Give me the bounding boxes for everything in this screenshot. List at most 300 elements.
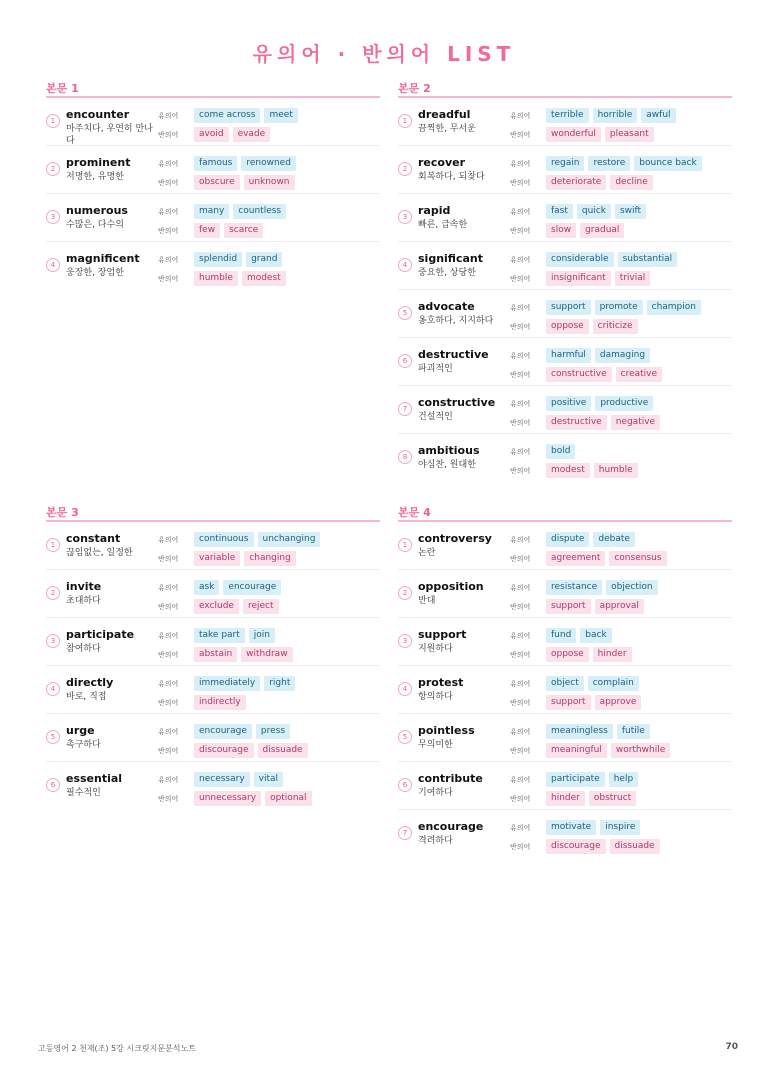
synonym-chip: renowned <box>241 156 296 171</box>
antonym-chip: discourage <box>194 743 254 758</box>
synonym-chip: fast <box>546 204 573 219</box>
synonym-chip: inspire <box>600 820 640 835</box>
synonym-chip: take part <box>194 628 245 643</box>
antonym-chip: reject <box>243 599 279 614</box>
synonym-chip: press <box>256 724 290 739</box>
vocab-entry <box>398 98 732 146</box>
synonym-chip: ask <box>194 580 219 595</box>
synonym-chip: right <box>264 676 295 691</box>
korean-meaning: 반대 <box>418 596 436 606</box>
korean-meaning: 야심찬, 원대한 <box>418 460 476 470</box>
antonym-row <box>158 550 300 567</box>
synonym-chip: swift <box>615 204 646 219</box>
antonym-chip: deteriorate <box>546 175 606 190</box>
synonym-chip: countless <box>233 204 286 219</box>
antonym-row <box>510 126 658 143</box>
antonym-chip: destructive <box>546 415 607 430</box>
antonym-chip: insignificant <box>546 271 611 286</box>
vocab-entry <box>46 618 380 666</box>
synonym-label: 유의어 <box>510 159 531 168</box>
synonym-label: 유의어 <box>510 679 531 688</box>
synonym-label: 유의어 <box>510 535 531 544</box>
antonym-row <box>510 270 654 287</box>
headword: invite <box>66 580 102 593</box>
headword: encounter <box>66 108 130 121</box>
entry-number: 3 <box>46 210 60 224</box>
vocab-entry <box>46 194 380 242</box>
vocab-entry <box>46 242 380 290</box>
synonym-chip: resistance <box>546 580 602 595</box>
synonym-row <box>158 251 286 268</box>
section-4 <box>398 504 732 858</box>
vocab-entry <box>398 146 732 194</box>
antonym-chip: hinder <box>593 647 632 662</box>
antonym-label: 반의어 <box>510 746 531 755</box>
synonym-chip: debate <box>593 532 635 547</box>
synonym-row <box>510 627 616 644</box>
antonym-row <box>158 646 297 663</box>
antonym-row <box>510 550 671 567</box>
synonym-chip: terrible <box>546 108 589 123</box>
vocab-entry <box>398 714 732 762</box>
synonym-chip: help <box>609 772 638 787</box>
synonym-row <box>510 395 657 412</box>
entry-number: 7 <box>398 402 412 416</box>
vocab-entry <box>398 290 732 338</box>
synonym-chip: come across <box>194 108 260 123</box>
headword: significant <box>418 252 483 265</box>
entry-list <box>398 522 732 858</box>
antonym-chip: changing <box>244 551 296 566</box>
antonym-chip: oppose <box>546 319 589 334</box>
synonym-row <box>510 723 654 740</box>
antonym-row <box>510 598 648 615</box>
antonym-label: 반의어 <box>510 274 531 283</box>
korean-meaning: 지원하다 <box>418 644 453 654</box>
entry-number: 5 <box>398 306 412 320</box>
antonym-label: 반의어 <box>158 794 179 803</box>
vocab-entry <box>46 98 380 146</box>
headword: recover <box>418 156 466 169</box>
antonym-row <box>510 414 664 431</box>
section-title: 본문 4 <box>398 504 732 522</box>
antonym-row <box>158 742 312 759</box>
section-1 <box>46 80 380 290</box>
synonym-row <box>510 579 662 596</box>
synonym-chip: complain <box>588 676 639 691</box>
korean-meaning: 필수적인 <box>66 788 101 798</box>
headword: contribute <box>418 772 483 785</box>
synonym-label: 유의어 <box>510 207 531 216</box>
korean-meaning: 격려하다 <box>418 836 453 846</box>
antonym-row <box>510 222 628 239</box>
entry-number: 1 <box>46 114 60 128</box>
headword: directly <box>66 676 114 689</box>
antonym-label: 반의어 <box>158 226 179 235</box>
vocab-entry <box>46 522 380 570</box>
vocab-entry <box>398 618 732 666</box>
headword: encourage <box>418 820 484 833</box>
vocab-entry <box>398 242 732 290</box>
synonym-row <box>510 771 642 788</box>
synonym-chip: productive <box>595 396 653 411</box>
headword: prominent <box>66 156 131 169</box>
entry-number: 4 <box>398 682 412 696</box>
synonym-chip: meaningless <box>546 724 613 739</box>
antonym-label: 반의어 <box>510 554 531 563</box>
antonym-label: 반의어 <box>510 698 531 707</box>
synonym-row <box>510 107 680 124</box>
entry-number: 7 <box>398 826 412 840</box>
antonym-row <box>510 366 666 383</box>
antonym-chip: decline <box>610 175 652 190</box>
antonym-chip: unknown <box>244 175 295 190</box>
antonym-label: 반의어 <box>510 794 531 803</box>
antonym-label: 반의어 <box>510 370 531 379</box>
antonym-chip: slow <box>546 223 576 238</box>
vocab-entry <box>398 434 732 482</box>
antonym-chip: wonderful <box>546 127 601 142</box>
headword: support <box>418 628 467 641</box>
korean-meaning: 기여하다 <box>418 788 453 798</box>
section-title: 본문 1 <box>46 80 380 98</box>
vocab-entry <box>46 762 380 810</box>
headword: protest <box>418 676 464 689</box>
synonym-chip: quick <box>577 204 611 219</box>
synonym-chip: considerable <box>546 252 614 267</box>
synonym-chip: encourage <box>194 724 252 739</box>
headword: numerous <box>66 204 128 217</box>
antonym-chip: modest <box>242 271 286 286</box>
entry-list <box>398 98 732 482</box>
synonym-chip: motivate <box>546 820 596 835</box>
synonym-chip: promote <box>595 300 643 315</box>
antonym-row <box>158 790 316 807</box>
vocab-entry <box>398 666 732 714</box>
synonym-label: 유의어 <box>510 775 531 784</box>
antonym-row <box>158 694 250 711</box>
antonym-chip: approval <box>595 599 644 614</box>
headword: dreadful <box>418 108 471 121</box>
antonym-chip: withdraw <box>241 647 292 662</box>
antonym-chip: support <box>546 599 591 614</box>
antonym-row <box>510 838 664 855</box>
entry-number: 4 <box>398 258 412 272</box>
synonym-row <box>510 155 706 172</box>
korean-meaning: 저명한, 유명한 <box>66 172 124 182</box>
vocab-entry <box>46 666 380 714</box>
headword: essential <box>66 772 123 785</box>
antonym-chip: hinder <box>546 791 585 806</box>
antonym-chip: obscure <box>194 175 240 190</box>
antonym-chip: meaningful <box>546 743 607 758</box>
antonym-row <box>158 174 299 191</box>
vocab-entry <box>46 714 380 762</box>
entry-number: 6 <box>46 778 60 792</box>
antonym-chip: support <box>546 695 591 710</box>
antonym-label: 반의어 <box>510 130 531 139</box>
synonym-chip: object <box>546 676 584 691</box>
section-title: 본문 3 <box>46 504 380 522</box>
vocab-entry <box>398 810 732 858</box>
headword: advocate <box>418 300 475 313</box>
antonym-label: 반의어 <box>510 322 531 331</box>
section-3 <box>46 504 380 810</box>
section-title: 본문 2 <box>398 80 732 98</box>
antonym-chip: abstain <box>194 647 237 662</box>
headword: controversy <box>418 532 492 545</box>
antonym-label: 반의어 <box>510 418 531 427</box>
antonym-label: 반의어 <box>158 178 179 187</box>
antonym-row <box>158 270 290 287</box>
entry-number: 2 <box>398 162 412 176</box>
entry-number: 6 <box>398 354 412 368</box>
synonym-label: 유의어 <box>158 727 179 736</box>
synonym-label: 유의어 <box>158 159 179 168</box>
antonym-chip: dissuade <box>610 839 660 854</box>
entry-number: 4 <box>46 682 60 696</box>
entry-number: 1 <box>46 538 60 552</box>
korean-meaning: 옹호하다, 지지하다 <box>418 316 494 326</box>
synonym-chip: substantial <box>618 252 678 267</box>
vocab-entry <box>398 762 732 810</box>
antonym-label: 반의어 <box>158 698 179 707</box>
synonym-chip: encourage <box>223 580 281 595</box>
antonym-label: 반의어 <box>510 178 531 187</box>
synonym-row <box>510 347 654 364</box>
synonym-chip: support <box>546 300 591 315</box>
antonym-label: 반의어 <box>510 226 531 235</box>
synonym-row <box>158 203 290 220</box>
antonym-row <box>510 694 645 711</box>
antonym-chip: consensus <box>609 551 666 566</box>
korean-meaning: 웅장한, 장엄한 <box>66 268 124 278</box>
synonym-chip: necessary <box>194 772 250 787</box>
antonym-chip: pleasant <box>605 127 654 142</box>
synonym-chip: positive <box>546 396 591 411</box>
entry-number: 1 <box>398 538 412 552</box>
entry-number: 4 <box>46 258 60 272</box>
synonym-row <box>158 627 279 644</box>
synonym-chip: famous <box>194 156 237 171</box>
synonym-row <box>510 675 643 692</box>
antonym-chip: few <box>194 223 220 238</box>
synonym-chip: many <box>194 204 229 219</box>
entry-number: 5 <box>46 730 60 744</box>
synonym-chip: damaging <box>595 348 650 363</box>
antonym-chip: humble <box>194 271 238 286</box>
synonym-chip: bounce back <box>634 156 701 171</box>
antonym-chip: trivial <box>615 271 651 286</box>
antonym-label: 반의어 <box>158 274 179 283</box>
antonym-label: 반의어 <box>158 554 179 563</box>
synonym-label: 유의어 <box>158 207 179 216</box>
korean-meaning: 회복하다, 되찾다 <box>418 172 485 182</box>
synonym-chip: grand <box>246 252 282 267</box>
synonym-chip: harmful <box>546 348 591 363</box>
synonym-chip: regain <box>546 156 584 171</box>
korean-meaning: 중요한, 상당한 <box>418 268 476 278</box>
antonym-row <box>158 222 267 239</box>
korean-meaning: 마주치다, 우연히 만나다 <box>66 124 153 146</box>
vocab-entry <box>46 570 380 618</box>
antonym-chip: indirectly <box>194 695 246 710</box>
headword: ambitious <box>418 444 480 457</box>
antonym-row <box>158 598 283 615</box>
synonym-label: 유의어 <box>158 583 179 592</box>
synonym-label: 유의어 <box>158 255 179 264</box>
synonym-label: 유의어 <box>510 399 531 408</box>
antonym-chip: constructive <box>546 367 612 382</box>
korean-meaning: 끔찍한, 무서운 <box>418 124 476 134</box>
headword: participate <box>66 628 135 641</box>
synonym-chip: continuous <box>194 532 254 547</box>
synonym-chip: back <box>580 628 611 643</box>
synonym-chip: meet <box>264 108 297 123</box>
synonym-chip: immediately <box>194 676 260 691</box>
antonym-label: 반의어 <box>510 466 531 475</box>
antonym-label: 반의어 <box>510 650 531 659</box>
korean-meaning: 참여하다 <box>66 644 101 654</box>
vocab-entry <box>398 570 732 618</box>
antonym-chip: avoid <box>194 127 229 142</box>
entry-number: 5 <box>398 730 412 744</box>
korean-meaning: 빠른, 급속한 <box>418 220 468 230</box>
synonym-row <box>510 299 705 316</box>
synonym-row <box>158 723 294 740</box>
synonym-chip: participate <box>546 772 605 787</box>
headword: urge <box>66 724 95 737</box>
synonym-label: 유의어 <box>158 679 179 688</box>
antonym-chip: modest <box>546 463 590 478</box>
antonym-label: 반의어 <box>510 842 531 851</box>
korean-meaning: 촉구하다 <box>66 740 101 750</box>
entry-number: 1 <box>398 114 412 128</box>
headword: rapid <box>418 204 451 217</box>
antonym-chip: exclude <box>194 599 239 614</box>
synonym-label: 유의어 <box>510 111 531 120</box>
entry-list <box>46 522 380 810</box>
page-title: 유의어 · 반의어 LIST <box>252 42 516 66</box>
antonym-label: 반의어 <box>158 130 179 139</box>
antonym-chip: worthwhile <box>611 743 670 758</box>
synonym-label: 유의어 <box>510 727 531 736</box>
entry-list <box>46 98 380 290</box>
antonym-chip: obstruct <box>589 791 636 806</box>
synonym-row <box>158 771 287 788</box>
antonym-chip: negative <box>611 415 660 430</box>
antonym-chip: discourage <box>546 839 606 854</box>
entry-number: 6 <box>398 778 412 792</box>
antonym-row <box>158 126 274 143</box>
synonym-label: 유의어 <box>158 775 179 784</box>
headword: opposition <box>418 580 484 593</box>
antonym-row <box>510 462 642 479</box>
antonym-chip: evade <box>233 127 271 142</box>
korean-meaning: 항의하다 <box>418 692 453 702</box>
antonym-row <box>510 174 657 191</box>
korean-meaning: 건설적인 <box>418 412 453 422</box>
synonym-chip: dispute <box>546 532 589 547</box>
synonym-label: 유의어 <box>510 583 531 592</box>
synonym-chip: vital <box>254 772 283 787</box>
synonym-label: 유의어 <box>158 111 179 120</box>
synonym-chip: splendid <box>194 252 242 267</box>
korean-meaning: 무의미한 <box>418 740 453 750</box>
korean-meaning: 논란 <box>418 548 436 558</box>
antonym-label: 반의어 <box>158 602 179 611</box>
antonym-row <box>510 790 640 807</box>
synonym-label: 유의어 <box>510 823 531 832</box>
headword: destructive <box>418 348 489 361</box>
antonym-chip: scarce <box>224 223 263 238</box>
synonym-row <box>158 155 300 172</box>
antonym-label: 반의어 <box>510 602 531 611</box>
synonym-label: 유의어 <box>510 447 531 456</box>
vocab-entry <box>46 146 380 194</box>
headword: magnificent <box>66 252 140 265</box>
entry-number: 3 <box>398 210 412 224</box>
antonym-chip: approve <box>595 695 642 710</box>
synonym-chip: objection <box>606 580 657 595</box>
antonym-chip: unnecessary <box>194 791 261 806</box>
antonym-chip: variable <box>194 551 240 566</box>
antonym-row <box>510 742 674 759</box>
synonym-chip: unchanging <box>258 532 321 547</box>
headword: constructive <box>418 396 496 409</box>
synonym-row <box>510 531 639 548</box>
vocab-entry <box>398 386 732 434</box>
vocab-entry <box>398 338 732 386</box>
entry-number: 8 <box>398 450 412 464</box>
synonym-label: 유의어 <box>158 535 179 544</box>
vocab-entry <box>398 522 732 570</box>
synonym-row <box>158 579 285 596</box>
footer-book-title: 고등영어 2 천재(조) 5강 시크릿지문분석노트 <box>38 1044 196 1053</box>
korean-meaning: 파괴적인 <box>418 364 453 374</box>
synonym-chip: horrible <box>593 108 638 123</box>
synonym-chip: bold <box>546 444 575 459</box>
korean-meaning: 끊임없는, 일정한 <box>66 548 133 558</box>
synonym-label: 유의어 <box>158 631 179 640</box>
antonym-row <box>510 318 642 335</box>
synonym-label: 유의어 <box>510 351 531 360</box>
antonym-chip: oppose <box>546 647 589 662</box>
korean-meaning: 바로, 직접 <box>66 692 107 702</box>
synonym-chip: join <box>249 628 275 643</box>
synonym-chip: restore <box>588 156 630 171</box>
antonym-chip: agreement <box>546 551 605 566</box>
synonym-row <box>510 203 650 220</box>
korean-meaning: 수많은, 다수의 <box>66 220 124 230</box>
synonym-row <box>510 443 579 460</box>
vocab-entry <box>398 194 732 242</box>
antonym-label: 반의어 <box>158 650 179 659</box>
entry-number: 3 <box>398 634 412 648</box>
antonym-chip: criticize <box>593 319 638 334</box>
synonym-row <box>510 819 644 836</box>
entry-number: 3 <box>46 634 60 648</box>
headword: pointless <box>418 724 475 737</box>
antonym-label: 반의어 <box>158 746 179 755</box>
synonym-row <box>510 251 681 268</box>
antonym-chip: dissuade <box>258 743 308 758</box>
synonym-row <box>158 531 324 548</box>
headword: constant <box>66 532 121 545</box>
entry-number: 2 <box>46 586 60 600</box>
section-2 <box>398 80 732 482</box>
synonym-label: 유의어 <box>510 255 531 264</box>
